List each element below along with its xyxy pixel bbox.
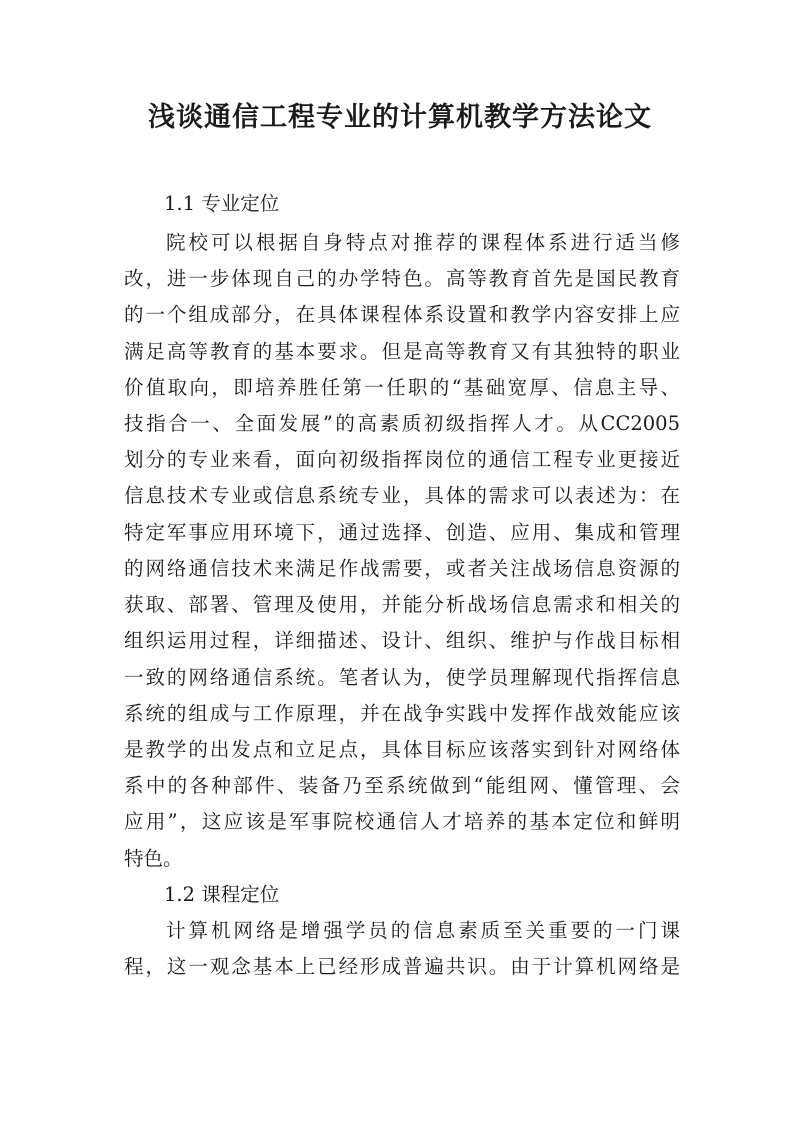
paragraph-line: 特定军事应用环境下，通过选择、创造、应用、集成和管理 [124, 521, 680, 544]
paragraph-line: 信息技术专业或信息系统专业，具体的需求可以表述为：在 [124, 484, 680, 507]
paragraph-line: 程，这一观念基本上已经形成普遍共识。由于计算机网络是 [124, 955, 680, 978]
paragraph-line: 特色。 [124, 847, 183, 870]
paragraph-line: 应用”，这应该是军事院校通信人才培养的基本定位和鲜明 [124, 810, 680, 833]
paragraph-line: 改，进一步体现自己的办学特色。高等教育首先是国民教育 [124, 267, 680, 290]
paragraph-line: 系统的组成与工作原理，并在战争实践中发挥作战效能应该 [124, 702, 680, 725]
paragraph-line: 价值取向，即培养胜任第一任职的“基础宽厚、信息主导、 [124, 376, 680, 399]
paragraph-line: 的网络通信技术来满足作战需要，或者关注战场信息资源的 [124, 557, 680, 580]
paragraph-line: 组织运用过程，详细描述、设计、组织、维护与作战目标相 [124, 629, 680, 652]
paragraph-line: 系中的各种部件、装备乃至系统做到“能组网、懂管理、会 [124, 774, 680, 797]
paragraph-line: 一致的网络通信系统。笔者认为，使学员理解现代指挥信息 [124, 666, 680, 689]
paragraph-line: 是教学的出发点和立足点，具体目标应该落实到针对网络体 [124, 738, 680, 761]
section-heading-1-1: 1.1 专业定位 [164, 192, 280, 215]
paragraph-line: 院校可以根据自身特点对推荐的课程体系进行适当修 [166, 231, 680, 254]
document-title: 浅谈通信工程专业的计算机教学方法论文 [148, 102, 652, 133]
paragraph-line: 的一个组成部分，在具体课程体系设置和教学内容安排上应 [124, 303, 680, 326]
paragraph-line: 获取、部署、管理及使用，并能分析战场信息需求和相关的 [124, 593, 680, 616]
section-heading-1-2: 1.2 课程定位 [164, 883, 280, 906]
paragraph-line: 技指合一、全面发展”的高素质初级指挥人才。从CC2005 [124, 412, 680, 435]
paragraph-line: 满足高等教育的基本要求。但是高等教育又有其独特的职业 [124, 340, 680, 363]
paragraph-line: 划分的专业来看，面向初级指挥岗位的通信工程专业更接近 [124, 448, 680, 471]
paragraph-line: 计算机网络是增强学员的信息素质至关重要的一门课 [166, 919, 680, 942]
